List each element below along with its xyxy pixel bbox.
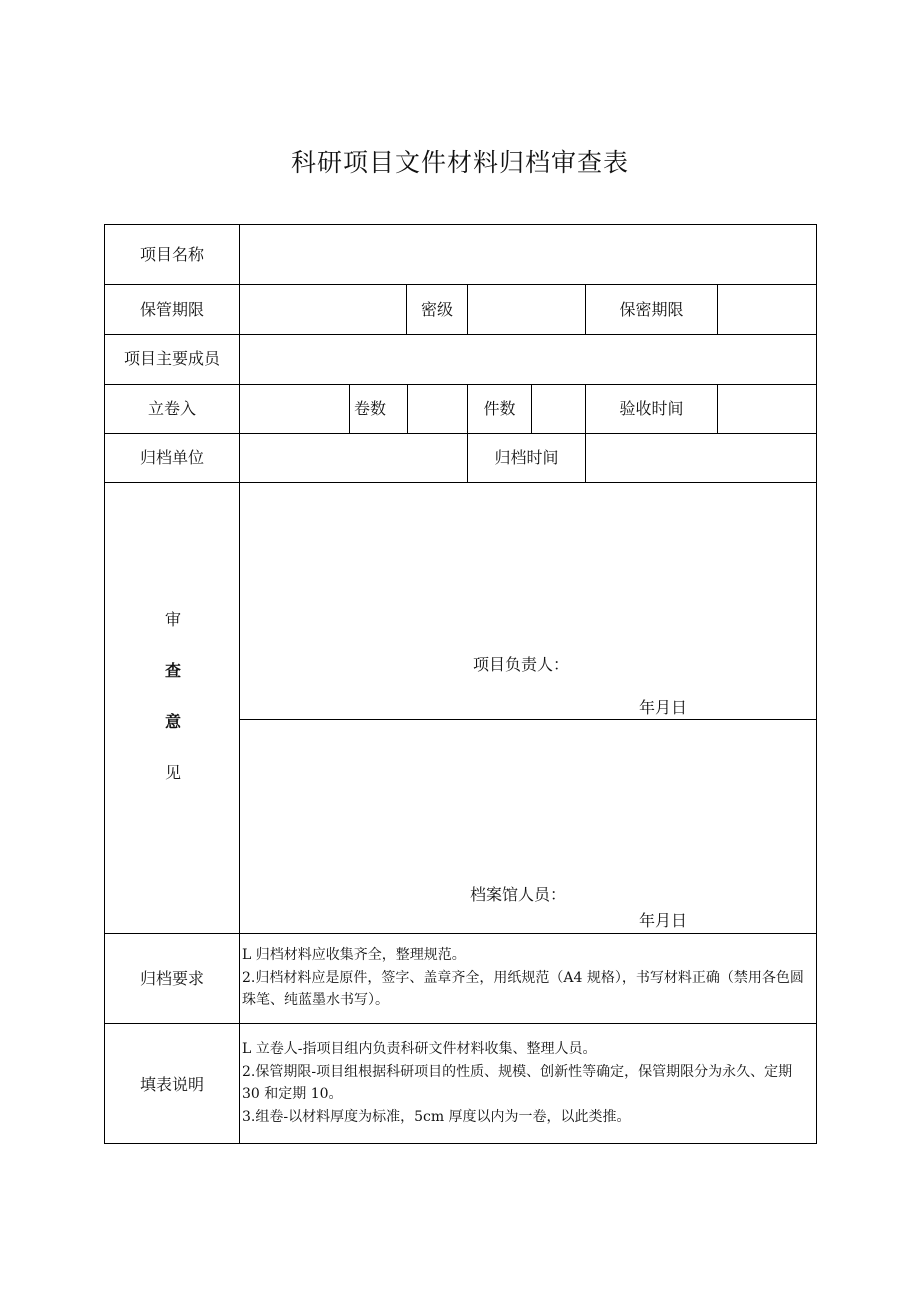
- filer-field[interactable]: [240, 385, 349, 433]
- project-leader-date: 年月日: [639, 698, 688, 717]
- page-title: 科研项目文件材料归档审查表: [290, 148, 629, 177]
- project-name-field[interactable]: [240, 225, 816, 284]
- instruction-line: 3.组卷-以材料厚度为标准，5cm 厚度以内为一卷，以此类推。: [242, 1108, 631, 1125]
- review-label-char: 审: [164, 610, 181, 629]
- volume-count-field[interactable]: [408, 385, 467, 433]
- item-count-field[interactable]: [532, 385, 585, 433]
- archive-unit-label: 归档单位: [139, 448, 204, 467]
- instruction-line: 2.保管期限-项目组根据科研项目的性质、规模、创新性等确定，保管期限分为永久、定期 30 和定期 10。: [242, 1063, 793, 1102]
- main-members-field[interactable]: [240, 335, 816, 384]
- acceptance-time-label: 验收时间: [619, 399, 684, 418]
- archive-unit-field[interactable]: [240, 434, 467, 482]
- filer-label: 立卷入: [147, 399, 196, 418]
- instructions-text: [242, 1038, 812, 1128]
- row-divider: [105, 933, 816, 934]
- requirement-line: 2.归档材料应是原件，签字、盖章齐全，用纸规范（A4 规格），书写材料正确（禁用各色圆珠笔、纯蓝墨水书写）。: [242, 969, 804, 1008]
- retention-period-field[interactable]: [240, 285, 406, 334]
- project-leader-signature-label: 项目负责人：: [473, 655, 570, 674]
- archive-staff-signature-label: 档案馆人员：: [470, 885, 567, 904]
- main-members-label: 项目主要成员: [123, 349, 220, 368]
- project-name-label: 项目名称: [139, 245, 204, 264]
- secret-period-label: 保密期限: [619, 300, 684, 319]
- project-leader-opinion-area[interactable]: [240, 483, 816, 719]
- requirement-line: L 归档材料应收集齐全，整理规范。: [242, 947, 466, 963]
- requirements-text: [242, 944, 812, 1012]
- archive-time-label: 归档时间: [494, 448, 559, 467]
- archive-review-form: [104, 224, 817, 1144]
- acceptance-time-field[interactable]: [718, 385, 816, 433]
- requirements-label: 归档要求: [139, 969, 204, 988]
- archive-staff-date: 年月日: [639, 911, 688, 930]
- instructions-label: 填表说明: [139, 1075, 204, 1094]
- retention-period-label: 保管期限: [139, 300, 204, 319]
- secret-period-field[interactable]: [718, 285, 816, 334]
- volume-count-label: 卷数: [353, 399, 386, 418]
- review-label-char: 查: [164, 661, 181, 680]
- row-divider: [105, 1023, 816, 1024]
- row-divider: [105, 284, 816, 285]
- review-label-char: 见: [164, 763, 181, 782]
- review-label-char: 意: [164, 712, 181, 731]
- secret-level-field[interactable]: [468, 285, 585, 334]
- archive-time-field[interactable]: [586, 434, 816, 482]
- instruction-line: L 立卷人-指项目组内负责科研文件材料收集、整理人员。: [242, 1041, 597, 1057]
- secret-level-label: 密级: [420, 300, 453, 319]
- item-count-label: 件数: [483, 399, 516, 418]
